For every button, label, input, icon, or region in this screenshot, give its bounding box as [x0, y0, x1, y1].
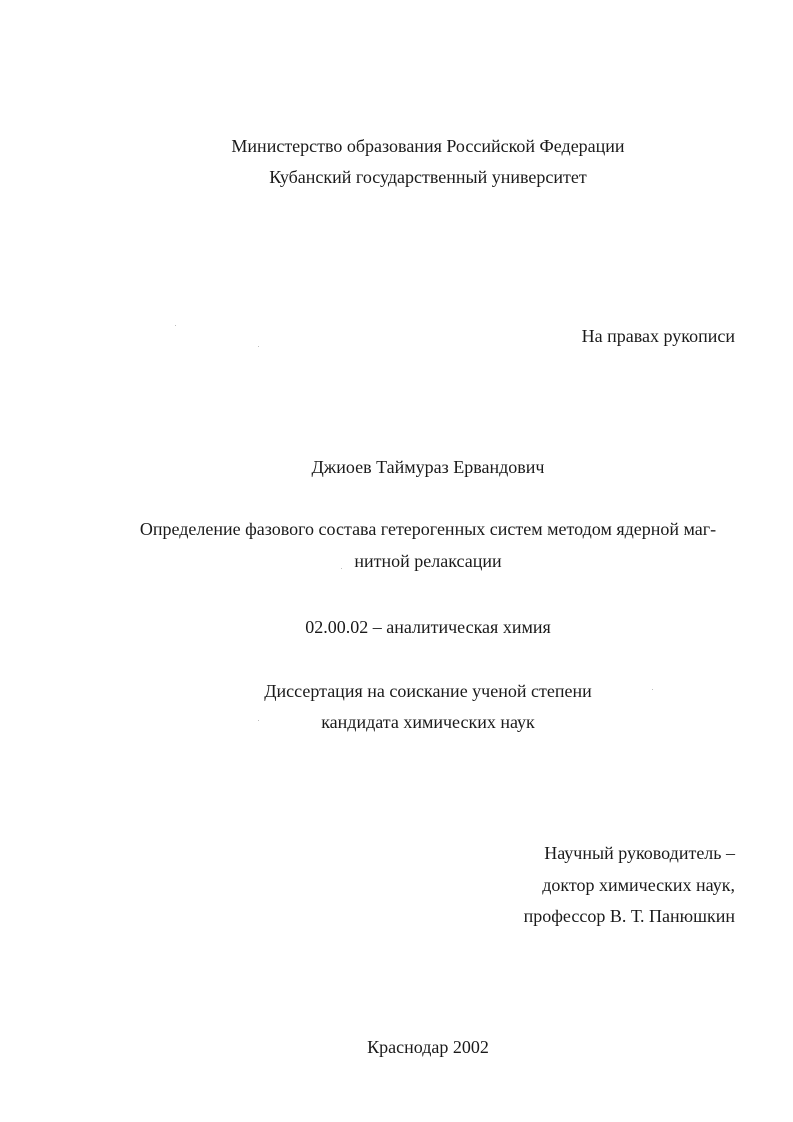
scan-speck: [341, 568, 342, 569]
dissertation-title-line-2: нитной релаксации: [354, 551, 502, 571]
specialty-code: 02.00.02 – аналитическая химия: [305, 617, 551, 637]
degree-line-2: кандидата химических наук: [321, 712, 535, 732]
scan-speck: [258, 720, 259, 721]
supervisor-line-3: профессор В. Т. Панюшкин: [523, 906, 735, 926]
scan-speck: [175, 325, 176, 326]
degree-line-1: Диссертация на соискание ученой степени: [264, 681, 592, 701]
ministry-line: Министерство образования Российской Федерации: [231, 136, 625, 156]
author-name: Джиоев Таймураз Ервандович: [311, 457, 545, 477]
scan-speck: [258, 346, 259, 347]
university-line: Кубанский государственный университет: [269, 167, 587, 187]
scan-speck: [652, 689, 653, 690]
supervisor-line-2: доктор химических наук,: [542, 875, 735, 895]
place-and-year: Краснодар 2002: [367, 1037, 489, 1057]
dissertation-title-line-1: Определение фазового состава гетерогенных систем методом ядерной маг-: [139, 519, 717, 539]
manuscript-note: На правах рукописи: [581, 326, 735, 346]
supervisor-line-1: Научный руководитель –: [544, 843, 735, 863]
